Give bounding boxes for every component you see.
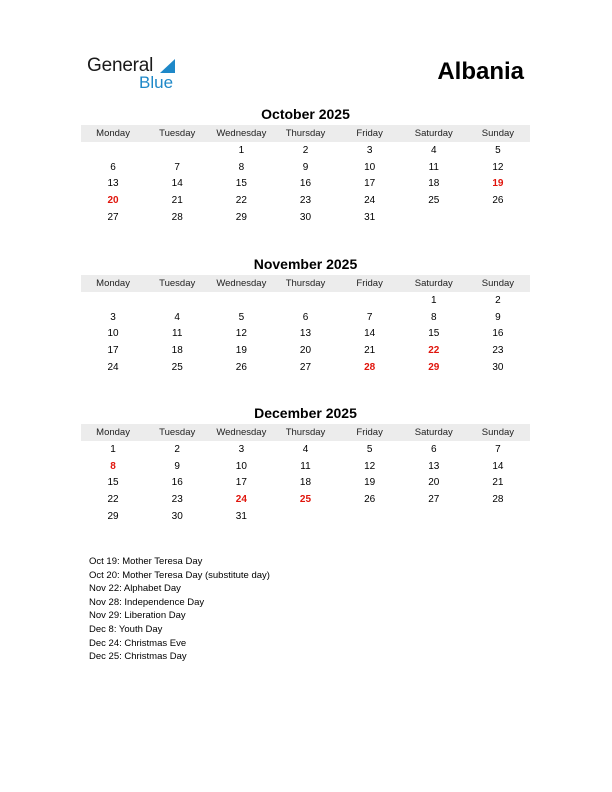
month-december xyxy=(81,404,530,525)
day-cell: 27 xyxy=(428,494,440,506)
day-cell: 1 xyxy=(238,144,245,156)
holiday-list-item: Oct 19: Mother Teresa Day xyxy=(89,556,203,567)
day-cell: 1 xyxy=(110,443,116,455)
holiday-list-item: Nov 29: Liberation Day xyxy=(89,610,186,622)
logo-text-blue: Blue xyxy=(139,73,174,92)
day-cell: 27 xyxy=(107,212,119,224)
day-cell: 17 xyxy=(364,178,376,190)
day-cell: 14 xyxy=(364,328,376,340)
day-cell: 18 xyxy=(428,178,440,190)
day-cell: 19 xyxy=(364,477,376,489)
weekday-label: Tuesday xyxy=(159,278,196,289)
month-october xyxy=(81,105,530,226)
day-cell: 30 xyxy=(171,511,183,523)
weekday-label: Monday xyxy=(96,128,130,139)
week-row xyxy=(81,475,530,492)
week-row xyxy=(81,342,530,359)
day-cell: 4 xyxy=(302,443,309,455)
day-cell: 5 xyxy=(366,443,373,455)
day-cell: 4 xyxy=(174,311,180,323)
day-cell: 6 xyxy=(430,443,437,455)
weekday-label: Sunday xyxy=(481,427,515,438)
day-cell: 28 xyxy=(171,212,183,224)
holiday-day-cell: 19 xyxy=(492,178,504,190)
holiday-list-item: Oct 20: Mother Teresa Day (substitute day) xyxy=(89,569,270,581)
week-row xyxy=(81,508,530,525)
weekday-label: Friday xyxy=(356,427,383,438)
day-cell: 16 xyxy=(171,477,183,489)
day-cell: 3 xyxy=(238,443,245,455)
day-cell: 28 xyxy=(492,494,504,506)
day-cell: 16 xyxy=(492,328,504,340)
week-row xyxy=(81,292,530,309)
day-cell: 8 xyxy=(430,311,437,323)
weekday-label: Friday xyxy=(356,128,383,139)
day-cell: 5 xyxy=(238,311,245,323)
week-row xyxy=(81,326,530,343)
day-cell: 6 xyxy=(302,311,309,323)
weekday-label: Monday xyxy=(96,278,130,289)
day-cell: 13 xyxy=(107,178,119,190)
day-cell: 18 xyxy=(299,477,312,489)
day-cell: 20 xyxy=(299,345,312,357)
weekday-label: Monday xyxy=(96,427,130,438)
day-cell: 11 xyxy=(428,161,439,173)
day-cell: 2 xyxy=(495,294,501,306)
day-cell: 30 xyxy=(299,212,312,224)
holiday-day-cell: 22 xyxy=(428,345,440,357)
month-title: November 2025 xyxy=(253,256,358,272)
week-row xyxy=(81,441,530,458)
weekday-header-row xyxy=(81,424,530,441)
week-row xyxy=(81,359,530,376)
holiday-day-cell: 8 xyxy=(110,460,116,472)
week-row xyxy=(81,491,530,508)
day-cell: 2 xyxy=(174,443,180,455)
weekday-label: Saturday xyxy=(414,427,453,438)
day-cell: 21 xyxy=(364,345,376,357)
weekday-header-row xyxy=(81,275,530,292)
weekday-label: Friday xyxy=(356,278,383,289)
day-cell: 27 xyxy=(299,362,312,374)
weekday-label: Saturday xyxy=(414,128,453,139)
day-cell: 25 xyxy=(171,362,183,374)
weekday-label: Tuesday xyxy=(159,128,196,139)
day-cell: 14 xyxy=(171,178,183,190)
day-cell: 3 xyxy=(366,144,373,156)
day-cell: 23 xyxy=(299,195,312,207)
day-cell: 7 xyxy=(366,311,373,323)
day-cell: 31 xyxy=(364,212,376,224)
brand-logo xyxy=(87,56,173,91)
day-cell: 18 xyxy=(171,345,183,357)
day-cell: 17 xyxy=(107,345,119,357)
holiday-list-item: Nov 22: Alphabet Day xyxy=(89,583,181,595)
day-cell: 5 xyxy=(495,144,501,156)
day-cell: 12 xyxy=(235,328,247,340)
day-cell: 9 xyxy=(495,311,501,323)
day-cell: 14 xyxy=(492,460,504,472)
week-row xyxy=(81,176,530,193)
weekday-label: Thursday xyxy=(285,278,326,289)
day-cell: 22 xyxy=(107,494,119,506)
holiday-day-cell: 20 xyxy=(107,195,119,207)
day-cell: 26 xyxy=(364,494,376,506)
country-title: Albania xyxy=(437,58,524,85)
logo-triangle-icon xyxy=(160,59,175,73)
day-cell: 10 xyxy=(235,460,247,472)
week-row xyxy=(81,159,530,176)
holiday-day-cell: 25 xyxy=(299,494,312,506)
weekday-label: Wednesday xyxy=(216,427,267,438)
day-cell: 22 xyxy=(235,195,247,207)
week-row xyxy=(81,209,530,226)
day-cell: 10 xyxy=(364,161,376,173)
day-cell: 1 xyxy=(430,294,437,306)
day-cell: 26 xyxy=(492,195,504,207)
day-cell: 3 xyxy=(110,311,116,323)
holiday-list xyxy=(89,555,270,664)
holiday-day-cell: 28 xyxy=(364,362,376,374)
month-november xyxy=(81,255,530,376)
day-cell: 10 xyxy=(107,328,119,340)
day-cell: 6 xyxy=(110,161,116,173)
week-row xyxy=(81,458,530,475)
day-cell: 11 xyxy=(300,460,311,472)
day-cell: 30 xyxy=(492,362,504,374)
day-cell: 9 xyxy=(174,460,180,472)
day-cell: 15 xyxy=(428,328,440,340)
weekday-header-row xyxy=(81,125,530,142)
weekday-label: Wednesday xyxy=(216,128,267,139)
day-cell: 16 xyxy=(299,178,312,190)
day-cell: 25 xyxy=(428,195,440,207)
day-cell: 8 xyxy=(238,161,245,173)
day-cell: 13 xyxy=(299,328,312,340)
holiday-day-cell: 29 xyxy=(428,362,440,374)
day-cell: 20 xyxy=(428,477,440,489)
weekday-label: Wednesday xyxy=(216,278,267,289)
week-row xyxy=(81,309,530,326)
day-cell: 12 xyxy=(492,161,504,173)
day-cell: 26 xyxy=(235,362,247,374)
day-cell: 24 xyxy=(107,362,119,374)
day-cell: 7 xyxy=(174,161,180,173)
holiday-list-item: Dec 25: Christmas Day xyxy=(89,651,187,663)
day-cell: 11 xyxy=(172,328,183,340)
day-cell: 23 xyxy=(492,345,504,357)
day-cell: 29 xyxy=(235,212,247,224)
weekday-label: Sunday xyxy=(481,128,515,139)
day-cell: 21 xyxy=(171,195,183,207)
holiday-list-item: Dec 8: Youth Day xyxy=(89,623,163,635)
day-cell: 29 xyxy=(107,511,119,523)
weekday-label: Thursday xyxy=(285,128,326,139)
day-cell: 17 xyxy=(235,477,247,489)
day-cell: 24 xyxy=(364,195,376,207)
weekday-label: Thursday xyxy=(285,427,326,438)
week-row xyxy=(81,192,530,209)
day-cell: 31 xyxy=(235,511,247,523)
holiday-list-item: Nov 28: Independence Day xyxy=(89,596,205,608)
day-cell: 21 xyxy=(492,477,504,489)
day-cell: 23 xyxy=(171,494,183,506)
day-cell: 15 xyxy=(235,178,247,190)
logo-text-general: General xyxy=(87,55,154,76)
day-cell: 7 xyxy=(495,443,501,455)
month-title: October 2025 xyxy=(261,106,350,122)
day-cell: 19 xyxy=(235,345,247,357)
month-title: December 2025 xyxy=(254,405,357,421)
day-cell: 12 xyxy=(364,460,376,472)
weekday-label: Tuesday xyxy=(159,427,196,438)
day-cell: 4 xyxy=(430,144,437,156)
holiday-list-item: Dec 24: Christmas Eve xyxy=(89,637,187,649)
day-cell: 2 xyxy=(302,144,309,156)
day-cell: 15 xyxy=(107,477,119,489)
weekday-label: Sunday xyxy=(481,278,515,289)
holiday-day-cell: 24 xyxy=(235,494,247,506)
day-cell: 9 xyxy=(302,161,309,173)
day-cell: 13 xyxy=(428,460,440,472)
week-row xyxy=(81,142,530,159)
weekday-label: Saturday xyxy=(414,278,453,289)
